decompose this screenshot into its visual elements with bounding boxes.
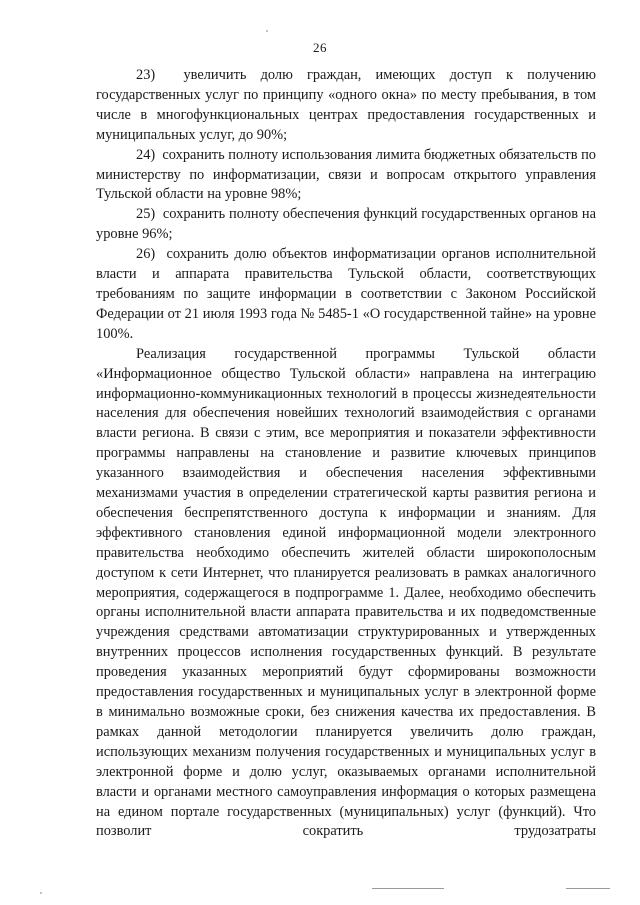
main-paragraph: Реализация государственной программы Тульской области «Информационное общество Тульской области» направлена на интеграцию информационно-коммуникационных технологий в процессы жизнедеятельности населения для обеспечения новейших технологий взаимодействия с органами власти региона. В связи с этим, все мероприятия и показатели эффективности программы направлены на становление и развитие ключевых принципов указанного взаимодействия и обеспечения населения эффективными механизмами участия в определении стратегической карты развития региона и обеспечения беспрепятственного доступа к информации и знаниям. Для эффективного становления единой информационной модели электронного правительства необходимо обеспечить жителей области широкополосным доступом к сети Интернет, что планируется реализовать в рамках аналогичного мероприятия, содержащегося в подпрограмме 1. Далее, необходимо обеспечить органы исполнительной власти аппарата правительства и их подведомственные учреждения средствами автоматизации структурированных и утвержденных внутренних процессов исполнения государственных функций. В результате проведения указанных мероприятий будут сформированы возможности предоставления государственных и муниципальных услуг в электронной форме в минимально возможные сроки, без снижения качества их предоставления. В рамках данной методологии планируется увеличить долю граждан, использующих механизм получения государственных и муниципальных услуг в электронной форме и долю услуг, оказываемых органами исполнительной власти и органами местного самоуправления информация о которых размещена на едином портале государственных (муниципальных) услуг (функций). Что позволит сократить трудозатраты (96, 345, 596, 840)
page-number: 26 (313, 40, 327, 55)
list-item-26: 26) сохранить долю объектов информатизации органов исполнительной власти и аппарата правительства Тульской области, соответствующих требованиям по защите информации в соответствии с Законом Российской Федерации от 21 июля 1993 года № 5485-1 «О государственной тайне» на уровне 100%. (96, 246, 596, 342)
list-item-24: 24) сохранить полноту использования лимита бюджетных обязательств по министерству по информатизации, связи и вопросам открытого управления Тульской области на уровне 98%; (96, 146, 596, 203)
scan-artifact-line (566, 888, 610, 889)
document-body (96, 66, 596, 842)
scan-artifact-dot (40, 892, 42, 894)
scan-artifact-dot (266, 30, 268, 32)
list-item-25: 25) сохранить полноту обеспечения функций государственных органов на уровне 96%; (96, 206, 596, 243)
scan-artifact-line (372, 888, 444, 889)
list-item-23: 23) увеличить долю граждан, имеющих доступ к получению государственных услуг по принципу «одного окна» по месту пребывания, в том числе в многофункциональных центрах предоставления государственных и муниципальных услуг, до 90%; (96, 67, 596, 143)
